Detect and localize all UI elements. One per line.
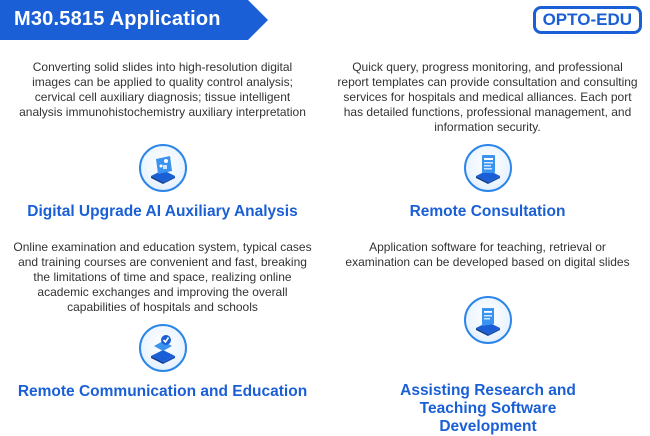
software-document-icon	[464, 296, 512, 344]
panel-remote-communication	[0, 240, 325, 400]
page-title: M30.5815 Application	[14, 8, 221, 30]
brand-logo: OPTO-EDU	[533, 6, 642, 34]
checkmark-badge-icon	[139, 324, 187, 372]
panel-heading: Remote Communication and Education	[17, 383, 308, 400]
report-document-icon	[464, 144, 512, 192]
digital-slide-icon	[139, 144, 187, 192]
panel-description: Online examination and education system, typical cases and training courses are convenient and fast, breaking the limitations of time and space, realizing online academic exchanges and improving the overall capabilities of hospitals and schools	[13, 240, 312, 314]
panel-description: Converting solid slides into high-resolution digital images can be applied to quality control analysis; cervical cell auxiliary diagnosis; tissue intelligent analysis immunohistochemistry auxiliary interpretation	[19, 60, 306, 119]
panel-heading: Assisting Research and Teaching Software Development	[400, 382, 576, 435]
panel-description: Application software for teaching, retrieval or examination can be developed based on digital slides	[345, 240, 630, 269]
panel-research-teaching	[325, 240, 650, 435]
panel-remote-consultation	[325, 60, 650, 220]
panel-heading: Remote Consultation	[409, 203, 566, 220]
panel-heading: Digital Upgrade AI Auxiliary Analysis	[27, 203, 298, 220]
panel-description: Quick query, progress monitoring, and professional report templates can provide consultation and consulting services for hospitals and medical alliances. Each port has detailed functions, professional management, and information security.	[337, 60, 638, 134]
panel-digital-upgrade	[0, 60, 325, 220]
